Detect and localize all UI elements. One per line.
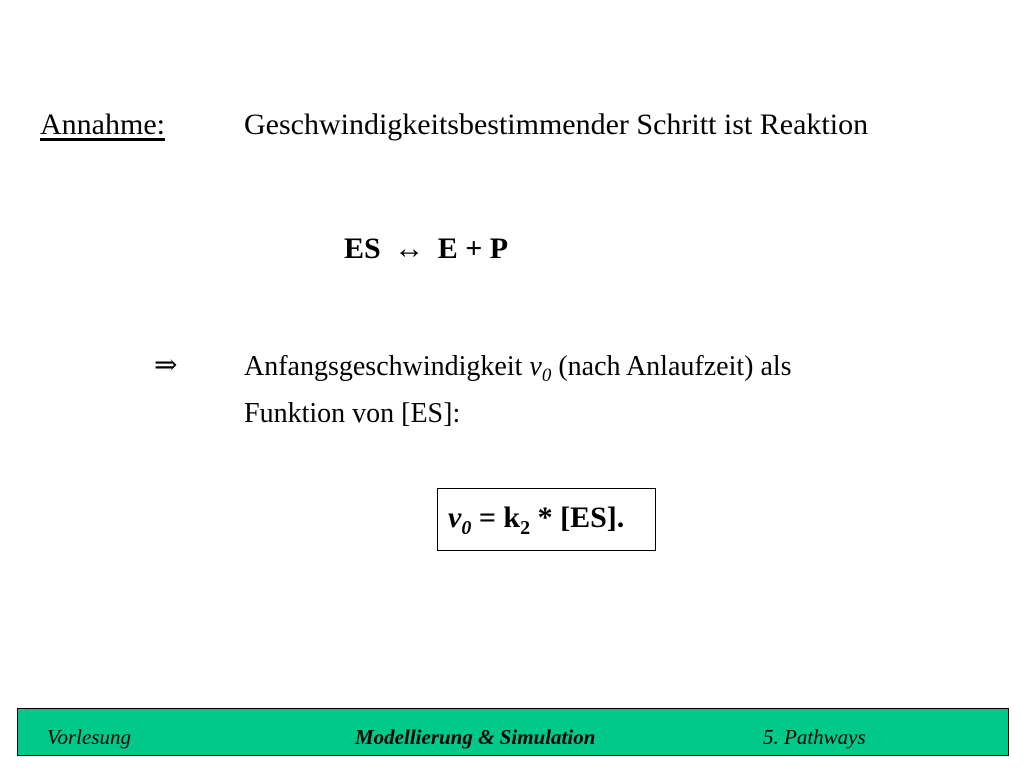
reaction-right: E + P bbox=[437, 232, 509, 265]
formula-k-subscript: 2 bbox=[520, 517, 531, 539]
formula-mid: = k bbox=[471, 501, 521, 534]
velocity-variable: v bbox=[529, 351, 542, 382]
formula bbox=[448, 501, 624, 540]
conclusion-line-1-post: (nach Anlaufzeit) als bbox=[551, 351, 792, 382]
implies-icon: ⇒ bbox=[154, 350, 178, 381]
formula-end: * [ES]. bbox=[530, 501, 625, 534]
footer-course-title: Modellierung & Simulation bbox=[355, 725, 596, 749]
reaction-left: ES bbox=[344, 232, 381, 265]
annahme-label: Annahme: bbox=[40, 108, 165, 141]
footer-chapter-label: 5. Pathways bbox=[763, 725, 866, 749]
formula-variable: v bbox=[448, 501, 462, 534]
conclusion-text bbox=[244, 348, 884, 433]
formula-box bbox=[437, 488, 656, 551]
double-arrow-icon: ↔ bbox=[394, 232, 425, 265]
footer-bar bbox=[17, 708, 1009, 756]
formula-variable-subscript: 0 bbox=[461, 517, 472, 539]
conclusion-line-1-pre: Anfangsgeschwindigkeit bbox=[244, 351, 530, 382]
conclusion-line-1 bbox=[244, 348, 884, 395]
conclusion-line-2: Funktion von [ES]: bbox=[244, 398, 461, 429]
annahme-text: Geschwindigkeitsbestimmender Schritt ist Reaktion bbox=[244, 108, 869, 141]
footer-lecture-label: Vorlesung bbox=[47, 725, 131, 749]
velocity-subscript: 0 bbox=[541, 365, 552, 386]
reaction-equation bbox=[344, 232, 508, 266]
